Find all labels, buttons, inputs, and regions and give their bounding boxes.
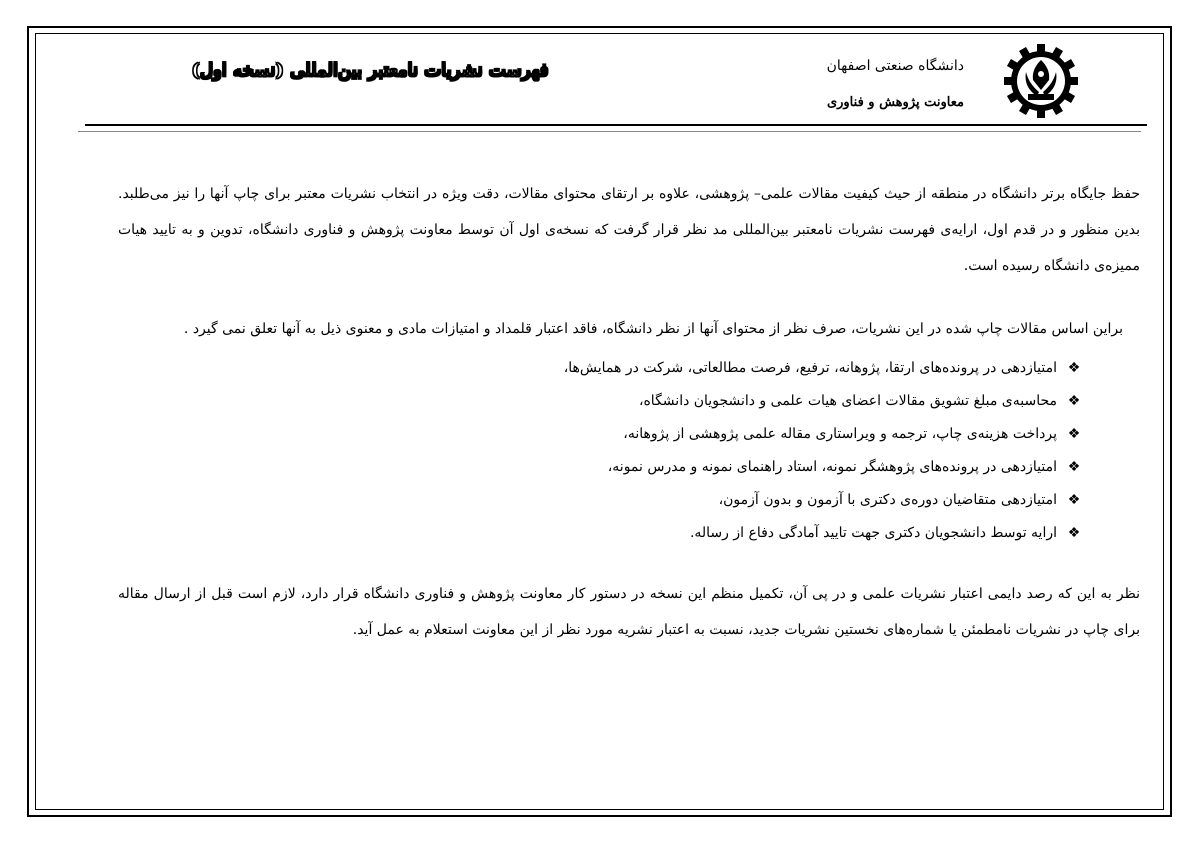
closing-paragraph: نظر به این که رصد دایمی اعتبار نشریات علمی و در پی آن، تکمیل منظم این نسخه در دستور کار معاونت پژوهش و فناوری دانشگاه قرار دارد، لازم است قبل از ارسال مقاله برای چاپ در نشریات نامطمئن یا شماره‌های نخستین نشریات جدید، نسبت به اعتبار نشریه مورد نظر از این معاونت استعلام به عمل آید. — [118, 586, 1140, 638]
bullet-diamond-icon: ❖ — [1067, 459, 1081, 475]
university-gear-emblem-icon — [1002, 42, 1080, 120]
bullet-diamond-icon: ❖ — [1067, 360, 1081, 376]
list-item-text: محاسبه‌ی مبلغ تشویق مقالات اعضای هیات علمی و دانشجویان دانشگاه، — [638, 393, 1057, 409]
department-name: معاونت پژوهش و فناوری — [826, 95, 964, 110]
bullet-diamond-icon: ❖ — [1067, 393, 1081, 409]
list-item — [564, 484, 1083, 517]
bullet-diamond-icon: ❖ — [1067, 492, 1081, 508]
header-rule-thin — [78, 131, 1141, 132]
list-item — [564, 418, 1083, 451]
list-item-text: امتیازدهی در پرونده‌های پژوهشگر نمونه، استاد راهنمای نمونه و مدرس نمونه، — [607, 459, 1057, 475]
list-item-text: امتیازدهی متقاضیان دوره‌ی دکتری با آزمون و بدون آزمون، — [718, 492, 1057, 508]
bullet-diamond-icon: ❖ — [1067, 426, 1081, 442]
bullet-diamond-icon: ❖ — [1067, 525, 1081, 541]
list-item — [564, 517, 1083, 550]
intro-paragraph: حفظ جایگاه برتر دانشگاه در منطقه از حیث کیفیت مقالات علمی– پژوهشی، علاوه بر ارتقای محتوای مقالات، دقت ویژه در انتخاب نشریات معتبر برای چاپ آنها را نیز می‌طلبد. بدین منظور و در قدم اول، ارایه‌ی فهرست نشریات نامعتبر بین‌المللی مد نظر قرار گرفت که نسخه‌ی اول آن توسط معاونت پژوهش و فناوری دانشگاه، تدوین و به تایید هیات ممیزه‌ی دانشگاه رسیده است. — [118, 186, 1140, 274]
document-title: فهرست نشریات نامعتبر بین‌المللی (نسخه اول) — [191, 60, 549, 81]
university-name: دانشگاه صنعتی اصفهان — [826, 58, 964, 74]
excluded-privileges-list — [564, 352, 1083, 550]
header-rule-thick — [85, 124, 1147, 126]
list-item — [564, 451, 1083, 484]
consequence-paragraph: براین اساس مقالات چاپ شده در این نشریات، صرف نظر از محتوای آنها از نظر دانشگاه، فاقد اعتبار قلمداد و امتیازات مادی و معنوی ذیل به آنها تعلق نمی گیرد . — [183, 321, 1123, 337]
list-item-text: ارایه توسط دانشجویان دکتری جهت تایید آمادگی دفاع از رساله. — [689, 525, 1057, 541]
list-item — [564, 352, 1083, 385]
list-item-text: امتیازدهی در پرونده‌های ارتقا، پژوهانه، ترفیع، فرصت مطالعاتی، شرکت در همایش‌ها، — [563, 360, 1057, 376]
list-item-text: پرداخت هزینه‌ی چاپ، ترجمه و ویراستاری مقاله علمی پژوهشی از پژوهانه، — [623, 426, 1057, 442]
list-item — [564, 385, 1083, 418]
